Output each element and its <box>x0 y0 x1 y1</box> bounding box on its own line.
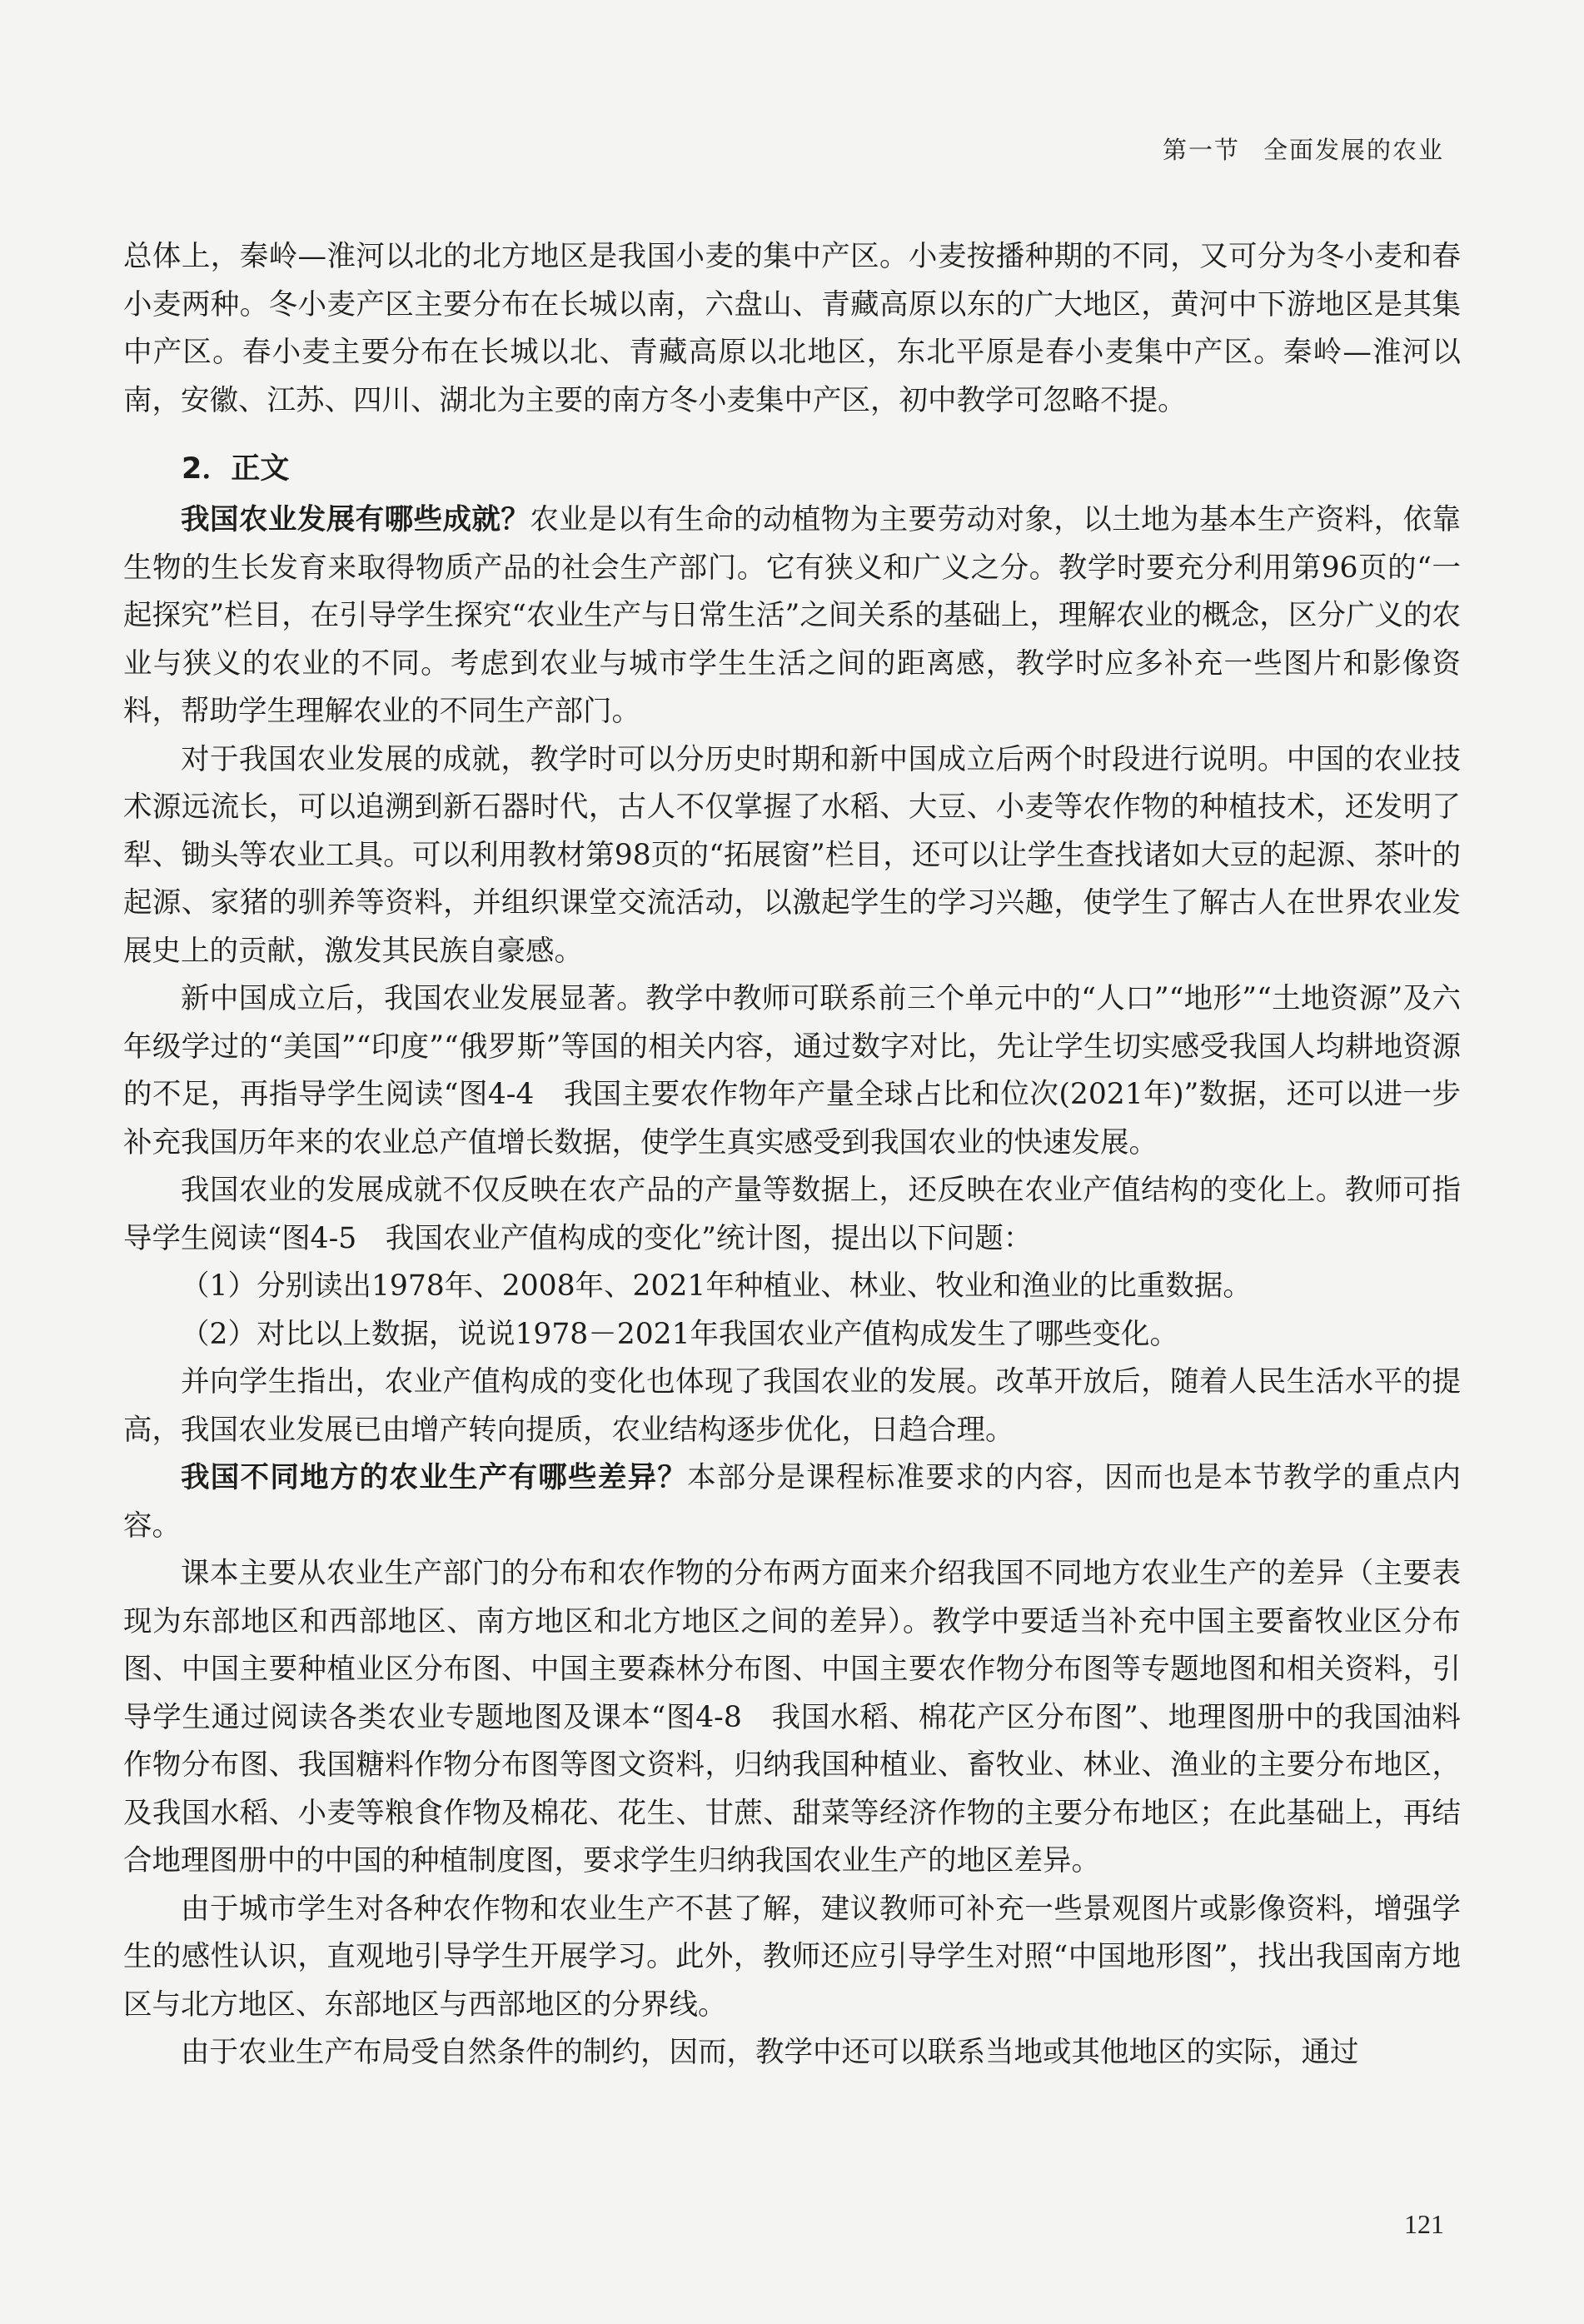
paragraph-conclusion: 并向学生指出，农业产值构成的变化也体现了我国农业的发展。改革开放后，随着人民生活水平的提高，我国农业发展已由增产转向提质，农业结构逐步优化，日趋合理。 <box>123 1365 1461 1447</box>
paragraph-new-china: 新中国成立后，我国农业发展显著。教学中教师可联系前三个单元中的“人口”“地形”“土地资源”及六年级学过的“美国”“印度”“俄罗斯”等国的相关内容，通过数字对比，先让学生切实感受我国人均耕地资源的不足，再指导学生阅读“图4-4 我国主要农作物年产量全球占比和位次(2021年)”数据，还可以进一步补充我国历年来的农业总产值增长数据，使学生真实感受到我国农业的快速发展。 <box>123 982 1461 1160</box>
intro-paragraph: 总体上，秦岭—淮河以北的北方地区是我国小麦的集中产区。小麦按播种期的不同，又可分为冬小麦和春小麦两种。冬小麦产区主要分布在长城以南，六盘山、青藏高原以东的广大地区，黄河中下游地区是其集中产区。春小麦主要分布在长城以北、青藏高原以北地区，东北平原是春小麦集中产区。秦岭—淮河以南，安徽、江苏、四川、湖北为主要的南方冬小麦集中产区，初中教学可忽略不提。 <box>123 240 1461 417</box>
main-text <box>123 233 1461 2077</box>
paragraph-natural-conditions: 由于农业生产布局受自然条件的制约，因而，教学中还可以联系当地或其他地区的实际，通过 <box>181 2036 1359 2069</box>
bold-lead-achievements: 我国农业发展有哪些成就？ <box>181 503 530 536</box>
header-section-number: 第一节 <box>1162 136 1240 164</box>
paragraph-text: 本部分是课程标准要求的内容，因而也是本节教学的重点内容。 <box>123 1461 1461 1543</box>
section-heading: 2．正文 <box>182 452 290 486</box>
paragraph-differences <box>123 1454 1461 1550</box>
paragraph-urban-students: 由于城市学生对各种农作物和农业生产不甚了解，建议教师可补充一些景观图片或影像资料，增强学生的感性认识，直观地引导学生开展学习。此外，教师还应引导学生对照“中国地形图”，找出我国南方地区与北方地区、东部地区与西部地区的分界线。 <box>123 1892 1461 2022</box>
question-2: （2）对比以上数据，说说1978－2021年我国农业产值构成发生了哪些变化。 <box>181 1317 1179 1351</box>
bold-lead-differences: 我国不同地方的农业生产有哪些差异？ <box>181 1461 688 1494</box>
paragraph-text: 农业是以有生命的动植物为主要劳动对象，以土地为基本生产资料，依靠生物的生长发育来取得物质产品的社会生产部门。它有狭义和广义之分。教学时要充分利用第96页的“一起探究”栏目，在引导学生探究“农业生产与日常生活”之间关系的基础上，理解农业的概念，区分广义的农业与狭义的农业的不同。考虑到农业与城市学生生活之间的距离感，教学时应多补充一些图片和影像资料，帮助学生理解农业的不同生产部门。 <box>123 503 1462 728</box>
paragraph-achievements <box>123 496 1461 736</box>
paragraph-distribution: 课本主要从农业生产部门的分布和农作物的分布两方面来介绍我国不同地方农业生产的差异（主要表现为东部地区和西部地区、南方地区和北方地区之间的差异）。教学中要适当补充中国主要畜牧业区分布图、中国主要种植业区分布图、中国主要森林分布图、中国主要农作物分布图等专题地图和相关资料，引导学生通过阅读各类农业专题地图及课本“图4-8 我国水稻、棉花产区分布图”、地理图册中的我国油料作物分布图、我国糖料作物分布图等图文资料，归纳我国种植业、畜牧业、林业、渔业的主要分布地区，及我国水稻、小麦等粮食作物及棉花、花生、甘蔗、甜菜等经济作物的主要分布地区；在此基础上，再结合地理图册中的中国的种植制度图，要求学生归纳我国农业生产的地区差异。 <box>123 1557 1461 1878</box>
question-1: （1）分别读出1978年、2008年、2021年种植业、林业、牧业和渔业的比重数据。 <box>181 1269 1252 1303</box>
header-section-title: 全面发展的农业 <box>1263 136 1444 164</box>
page-number: 121 <box>1404 2209 1444 2239</box>
paragraph-structure: 我国农业的发展成就不仅反映在农产品的产量等数据上，还反映在农业产值结构的变化上。教师可指导学生阅读“图4-5 我国农业产值构成的变化”统计图，提出以下问题： <box>123 1174 1461 1255</box>
paragraph-history: 对于我国农业发展的成就，教学时可以分历史时期和新中国成立后两个时段进行说明。中国的农业技术源远流长，可以追溯到新石器时代，古人不仅掌握了水稻、大豆、小麦等农作物的种植技术，还发明了犁、锄头等农业工具。可以利用教材第98页的“拓展窗”栏目，还可以让学生查找诸如大豆的起源、茶叶的起源、家猪的驯养等资料，并组织课堂交流活动，以激起学生的学习兴趣，使学生了解古人在世界农业发展史上的贡献，激发其民族自豪感。 <box>123 742 1461 968</box>
running-header <box>1163 132 1444 166</box>
